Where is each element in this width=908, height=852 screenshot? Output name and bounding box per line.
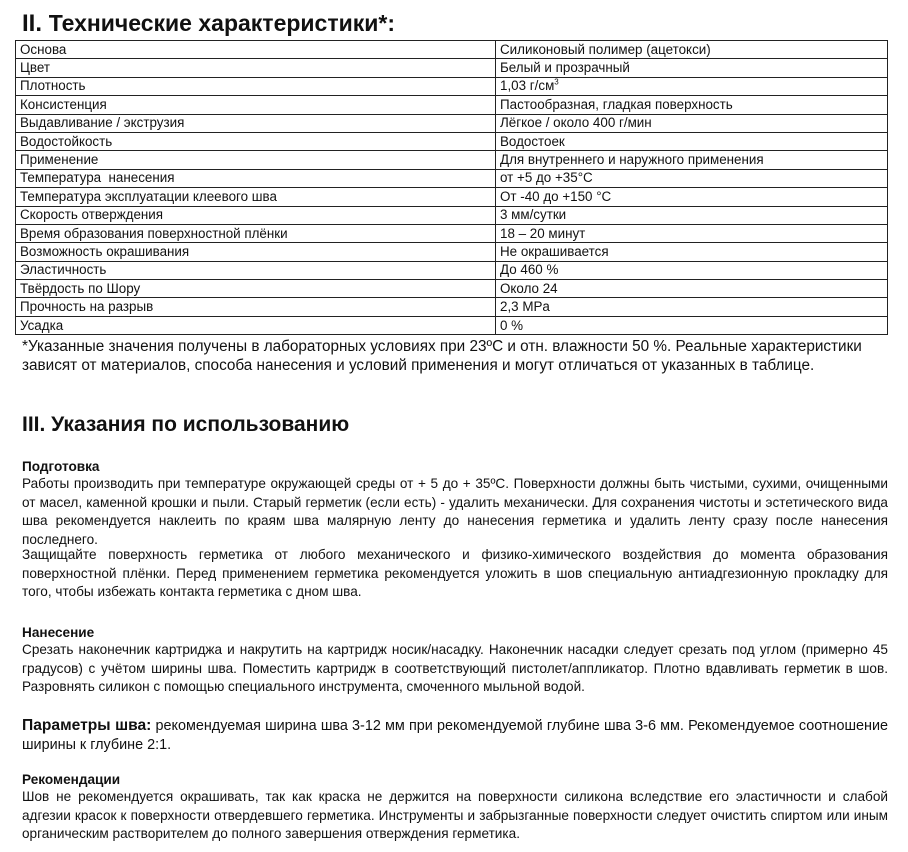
preparation-heading: Подготовка	[22, 459, 100, 474]
spec-value: Белый и прозрачный	[496, 59, 888, 77]
table-row	[16, 261, 888, 279]
table-row	[16, 77, 888, 95]
table-row	[16, 298, 888, 316]
spec-value: 0 %	[496, 316, 888, 334]
spec-name: Цвет	[16, 59, 496, 77]
spec-value: От -40 до +150 °С	[496, 188, 888, 206]
seam-parameters-text: рекомендуемая ширина шва 3-12 мм при рекомендуемой глубине шва 3-6 мм. Рекомендуемое соотношение ширины к глубине 2:1.	[22, 718, 888, 753]
table-row	[16, 169, 888, 187]
spec-value: Для внутреннего и наружного применения	[496, 151, 888, 169]
spec-name: Температура эксплуатации клеевого шва	[16, 188, 496, 206]
table-footnote: *Указанные значения получены в лабораторных условиях при 23ºС и отн. влажности 50 %. Реальные характеристики зависят от материалов, способа нанесения и условий применения и могут отличаться от указанных в таблице.	[22, 338, 862, 374]
seam-parameters-paragraph	[22, 716, 888, 755]
table-row	[16, 206, 888, 224]
spec-name: Температура нанесения	[16, 169, 496, 187]
spec-name: Применение	[16, 151, 496, 169]
table-row	[16, 114, 888, 132]
spec-value: Пастообразная, гладкая поверхность	[496, 96, 888, 114]
specifications-table	[15, 40, 888, 335]
spec-name: Эластичность	[16, 261, 496, 279]
spec-value-superscript: 3	[554, 78, 559, 87]
section-2-heading	[22, 10, 395, 38]
table-row	[16, 151, 888, 169]
spec-value: 1,03 г/см	[500, 78, 555, 94]
spec-value: от +5 до +35°С	[496, 169, 888, 187]
table-row	[16, 224, 888, 242]
spec-value: Водостоек	[496, 132, 888, 150]
table-row	[16, 96, 888, 114]
spec-value-cell	[496, 77, 888, 95]
section-2-title: Технические характеристики*:	[48, 10, 396, 36]
preparation-paragraph-2: Защищайте поверхность герметика от любого механического и физико-химического воздействия до момента образования поверхностной плёнки. Перед применением герметика рекомендуется уложить в шов специальную антиадгезионную прокладку для того, чтобы избежать контакта герметика с дном шва.	[22, 547, 888, 599]
spec-name: Усадка	[16, 316, 496, 334]
table-row	[16, 280, 888, 298]
spec-value: Не окрашивается	[496, 243, 888, 261]
spec-value: 3 мм/сутки	[496, 206, 888, 224]
application-paragraph: Срезать наконечник картриджа и накрутить на картридж носик/насадку. Наконечник насадки следует срезать под углом (примерно 45 градусов) с учётом ширины шва. Поместить картридж в соответствующий пистолет/аппликатор. Плотно вдавливать герметик в шов. Разровнять силикон с помощью специального инструмента, смоченного мыльной водой.	[22, 642, 888, 694]
table-row	[16, 188, 888, 206]
spec-value: Около 24	[496, 280, 888, 298]
spec-value: До 460 %	[496, 261, 888, 279]
table-row	[16, 132, 888, 150]
spec-name: Основа	[16, 41, 496, 59]
spec-value: Силиконовый полимер (ацетокси)	[496, 41, 888, 59]
spec-name: Время образования поверхностной плёнки	[16, 224, 496, 242]
seam-parameters-label: Параметры шва:	[22, 717, 152, 734]
recommendations-heading: Рекомендации	[22, 772, 121, 787]
spec-name: Водостойкость	[16, 132, 496, 150]
preparation-paragraph-1: Работы производить при температуре окружающей среды от + 5 до + 35ºС. Поверхности должны быть чистыми, сухими, очищенными от масел, каменной крошки и пыли. Старый герметик (если есть) - удалить механически. Для сохранения чистоты и эстетического вида шва рекомендуется наклеить по краям шва малярную ленту до нанесения герметика и удалить ленту сразу после нанесения последнего.	[22, 476, 889, 547]
spec-name: Скорость отверждения	[16, 206, 496, 224]
table-row	[16, 243, 888, 261]
section-2-number: II.	[22, 10, 43, 37]
recommendations-paragraph: Шов не рекомендуется окрашивать, так как краска не держится на поверхности силикона вследствие его эластичности и слабой адгезии красок к поверхности отвердевшего герметика. Инструменты и забрызганные поверхности следует очистить спиртом или иным органическим растворителем до полного завершения отверждения герметика.	[22, 789, 888, 841]
spec-name: Твёрдость по Шору	[16, 280, 496, 298]
table-row	[16, 41, 888, 59]
spec-name: Консистенция	[16, 96, 496, 114]
spec-value: 18 – 20 минут	[496, 224, 888, 242]
table-row	[16, 316, 888, 334]
spec-name: Плотность	[16, 77, 496, 95]
spec-name: Выдавливание / экструзия	[16, 114, 496, 132]
spec-value: Лёгкое / около 400 г/мин	[496, 114, 888, 132]
section-3-heading: III. Указания по использованию	[22, 413, 350, 436]
spec-value: 2,3 MPa	[496, 298, 888, 316]
spec-name: Прочность на разрыв	[16, 298, 496, 316]
spec-name: Возможность окрашивания	[16, 243, 496, 261]
table-row	[16, 59, 888, 77]
application-heading: Нанесение	[22, 625, 95, 640]
